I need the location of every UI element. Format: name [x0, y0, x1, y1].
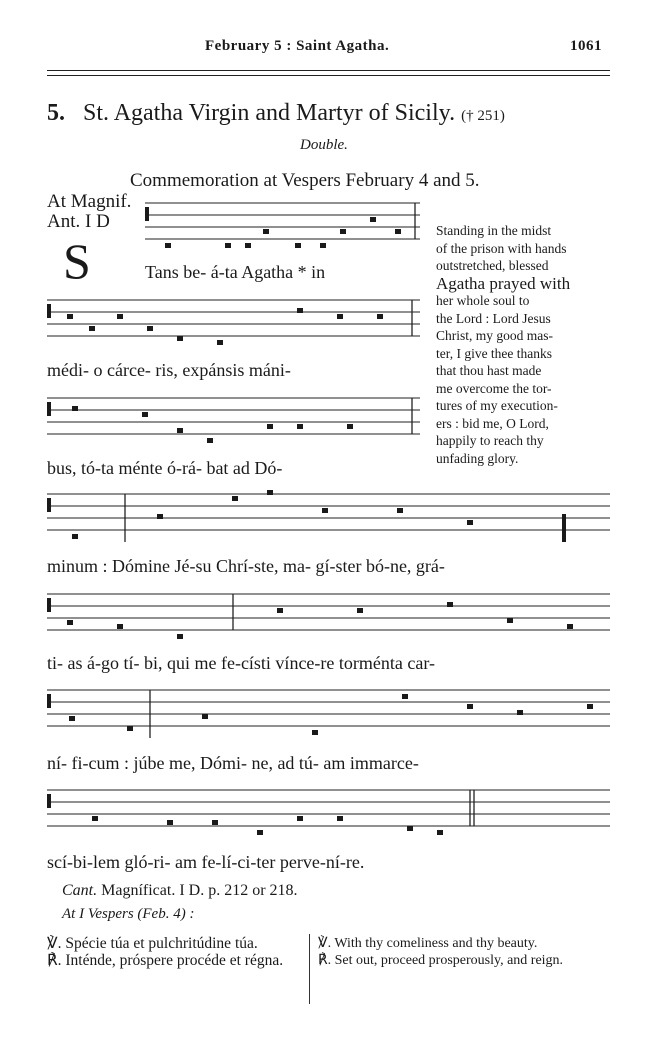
lyric-line-5: ti- as á-go tí- bi, qui me fe-císti vínce-re torménta car-: [47, 653, 435, 673]
versicle-latin: [47, 935, 305, 969]
versicle-divider: [309, 934, 310, 1004]
feast-number: 5.: [47, 100, 65, 126]
canticle-reference: [62, 882, 298, 900]
staff-1: [145, 203, 420, 248]
staff-4: [47, 490, 610, 542]
versicle-english: [318, 935, 608, 969]
translation-line: happily to reach thy: [436, 433, 544, 448]
lyric-line-6: ní- fi-cum : júbe me, Dómi- ne, ad tú- am immarce-: [47, 753, 419, 773]
feast-name: St. Agatha Virgin and Martyr of Sicily.: [83, 100, 456, 126]
staff-6: [47, 690, 610, 738]
translation-line: ers : bid me, O Lord,: [436, 415, 549, 431]
translation-line: unfading glory.: [436, 450, 519, 466]
versicle-english-v: ℣. With thy comeliness and thy beauty.: [318, 936, 538, 951]
running-title: February 5 : Saint Agatha.: [205, 38, 390, 54]
versicle-latin-v: ℣. Spécie túa et pulchritúdine túa.: [47, 935, 258, 952]
translation-line: tures of my execution-: [436, 398, 558, 413]
translation-line: that thou hast made: [436, 363, 542, 378]
commemoration-heading: Commemoration at Vespers February 4 and 5.: [130, 170, 480, 191]
translation-line: of the prison with hands: [436, 240, 567, 256]
staff-5: [47, 594, 610, 639]
translation-line: Standing in the midst: [436, 223, 552, 238]
feast-rank: Double.: [300, 137, 348, 153]
translation-line: ter, I give thee thanks: [436, 345, 553, 361]
first-vespers-label: At I Vespers (Feb. 4) :: [62, 906, 195, 922]
translation-line: Agatha prayed with: [436, 273, 571, 293]
translation-line: Christ, my good mas-: [436, 328, 553, 343]
page-number: 1061: [570, 38, 602, 54]
initial-letter: S: [63, 233, 91, 289]
at-magnif-label: At Magnif.: [47, 191, 132, 212]
antiphon-mode-label: Ant. I D: [47, 211, 110, 232]
versicle-english-r: ℟. Set out, proceed prosperously, and reign.: [318, 953, 564, 968]
canticle-text: Magníficat. I D. p. 212 or 218.: [101, 882, 298, 899]
translation-line: her whole soul to: [436, 293, 530, 308]
lyric-line-2: médi- o cárce- ris, expánsis máni-: [47, 360, 291, 380]
lyric-line-1: Tans be- á-ta Agatha * in: [145, 262, 326, 282]
feast-date: († 251): [461, 108, 505, 124]
lyric-line-7: scí-bi-lem gló-ri- am fe-lí-ci-ter perve-ní-re.: [47, 852, 365, 872]
versicle-latin-r: ℟. Inténde, próspere procéde et régna.: [47, 952, 284, 969]
staff-2: [47, 300, 420, 345]
lyric-line-3: bus, tó-ta ménte ó-rá- bat ad Dó-: [47, 458, 283, 478]
staff-7: [47, 790, 610, 835]
translation-line: outstretched, blessed: [436, 258, 549, 273]
translation-line: me overcome the tor-: [436, 380, 552, 396]
lyric-line-4: minum : Dómine Jé-su Chrí-ste, ma- gí-ster bó-ne, grá-: [47, 556, 445, 576]
staff-3: [47, 398, 420, 443]
translation-line: the Lord : Lord Jesus: [436, 310, 551, 326]
canticle-label: Cant.: [62, 882, 98, 899]
translation-column: [436, 222, 611, 467]
